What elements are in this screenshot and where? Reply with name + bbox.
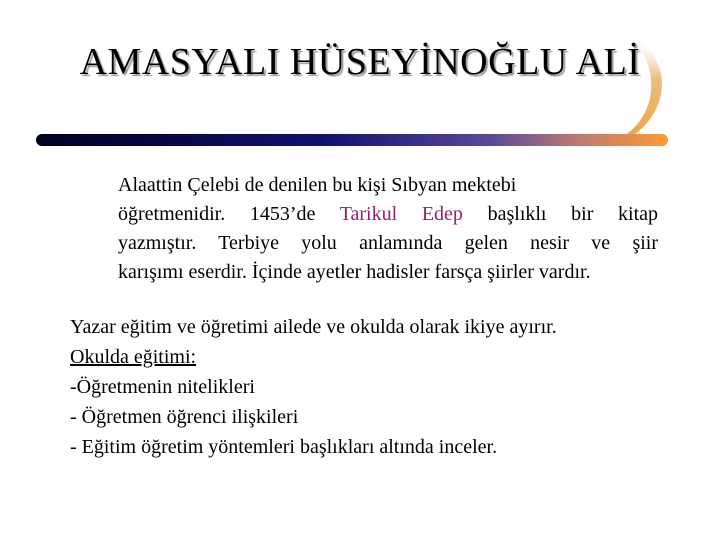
- education-summary: [70, 312, 690, 462]
- summary-intro: Yazar eğitim ve öğretimi ailede ve okulda olarak ikiye ayırır.: [70, 316, 557, 338]
- intro-paragraph: [118, 171, 658, 287]
- summary-heading: Okulda eğitimi:: [70, 346, 197, 368]
- gradient-bar: [36, 134, 668, 146]
- paragraph-line-2-post: başlıklı bir kitap: [462, 203, 659, 225]
- title-underline-swoosh: [0, 0, 720, 200]
- list-item: - Eğitim öğretim yöntemleri başlıkları altında inceler.: [70, 436, 498, 458]
- paragraph-line-3: yazmıştır. Terbiye yolu anlamında gelen nesir ve şiir: [118, 232, 658, 254]
- paragraph-line-2-pre: öğretmenidir. 1453’de: [118, 203, 340, 225]
- paragraph-line-2: [118, 200, 658, 229]
- list-item: - Öğretmen öğrenci ilişkileri: [70, 406, 299, 428]
- list-item: -Öğretmenin nitelikleri: [70, 376, 255, 398]
- slide-title: AMASYALI HÜSEYİNOĞLU ALİ: [79, 41, 641, 83]
- paragraph-line-1: Alaattin Çelebi de denilen bu kişi Sıbyan mektebi: [118, 174, 517, 196]
- book-title-highlight: Tarikul Edep: [339, 203, 463, 225]
- paragraph-line-4: karışımı eserdir. İçinde ayetler hadisler farsça şiirler vardır.: [118, 261, 591, 283]
